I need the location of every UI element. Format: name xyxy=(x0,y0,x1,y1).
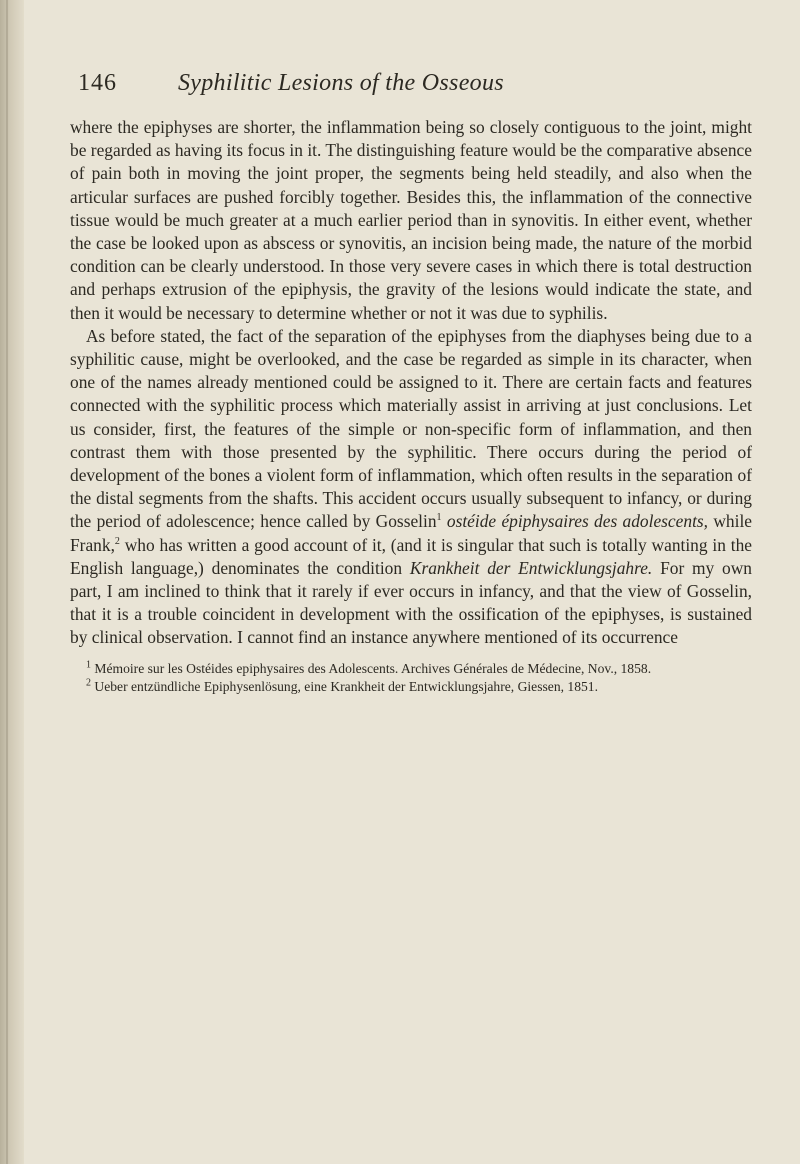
page-number: 146 xyxy=(78,70,117,96)
footnote-ref-2: 2 xyxy=(114,535,120,547)
footnote-2-text: Ueber entzündliche Epiphysenlösung, eine Krankheit der Entwicklungsjahre, Giessen, 1851. xyxy=(94,679,598,695)
paragraph-2-text-b: while Frank, xyxy=(70,511,752,555)
page-header xyxy=(70,70,752,110)
footnote-2 xyxy=(86,678,752,696)
book-page xyxy=(70,70,752,1130)
paragraph-2-text-d: For my own part, I am inclined to think that it rarely if ever occurs in infancy, and that the view of Gosselin, that it is a trouble coincident in development with the ossification of the epiphyses, is sustained by clinical observation. I cannot find an instance anywhere mentioned of its occurrence xyxy=(70,557,752,648)
body-text xyxy=(70,116,752,650)
footnote-ref-1: 1 xyxy=(436,512,442,524)
paragraph-2-text-c: who has written a good account of it, (and it is singular that such is totally wanting in the English language,) denominates the condition xyxy=(70,534,752,578)
footnotes xyxy=(70,660,752,697)
italic-term-krankheit: Krankheit der Entwicklungsjahre. xyxy=(409,557,653,578)
footnote-1-mark: 1 xyxy=(86,659,91,671)
paragraph-1: where the epiphyses are shorter, the inflammation being so closely contiguous to the joint, might be regarded as having its focus in it. The distinguishing feature would be the comparative absence of pain both in moving the joint proper, the segments being held steadily, and also when the articular surfaces are pushed forcibly together. Besides this, the inflammation of the connective tissue would be much greater at a much earlier period than in synovitis. In either event, whether the case be looked upon as abscess or synovitis, an incision being made, the nature of the morbid condition can be clearly understood. In those very severe cases in which there is total destruction and perhaps extrusion of the epiphysis, the gravity of the lesions would indicate the state, and then it would be necessary to determine whether or not it was due to syphilis. xyxy=(70,117,752,323)
running-title: Syphilitic Lesions of the Osseous xyxy=(178,70,504,96)
gutter-shadow-line xyxy=(6,0,8,1164)
paragraph-2 xyxy=(70,325,752,650)
footnote-1-text: Mémoire sur les Ostéides epiphysaires des Adolescents. Archives Générales de Médecine, Nov., 1858. xyxy=(94,660,652,676)
paragraph-2-text-a: As before stated, the fact of the separation of the epiphyses from the diaphyses being due to a syphilitic cause, might be overlooked, and the case be regarded as simple in its character, when one of the names already mentioned could be assigned to it. There are certain facts and features connected with the syphilitic process which materially assist in arriving at just conclusions. Let us consider, first, the features of the simple or non-specific form of inflammation, and then contrast them with those presented by the syphilitic. There occurs during the period of development of the bones a violent form of inflammation, which often results in the separation of the distal segments from the shafts. This accident occurs usually subsequent to infancy, or during the period of adolescence; hence called by Gosselin xyxy=(70,325,752,532)
footnote-1 xyxy=(86,660,752,678)
footnote-2-mark: 2 xyxy=(86,677,91,689)
italic-term-osteide: ostéide épiphysaires des adolescents, xyxy=(446,511,709,532)
binding-gutter xyxy=(0,0,24,1164)
